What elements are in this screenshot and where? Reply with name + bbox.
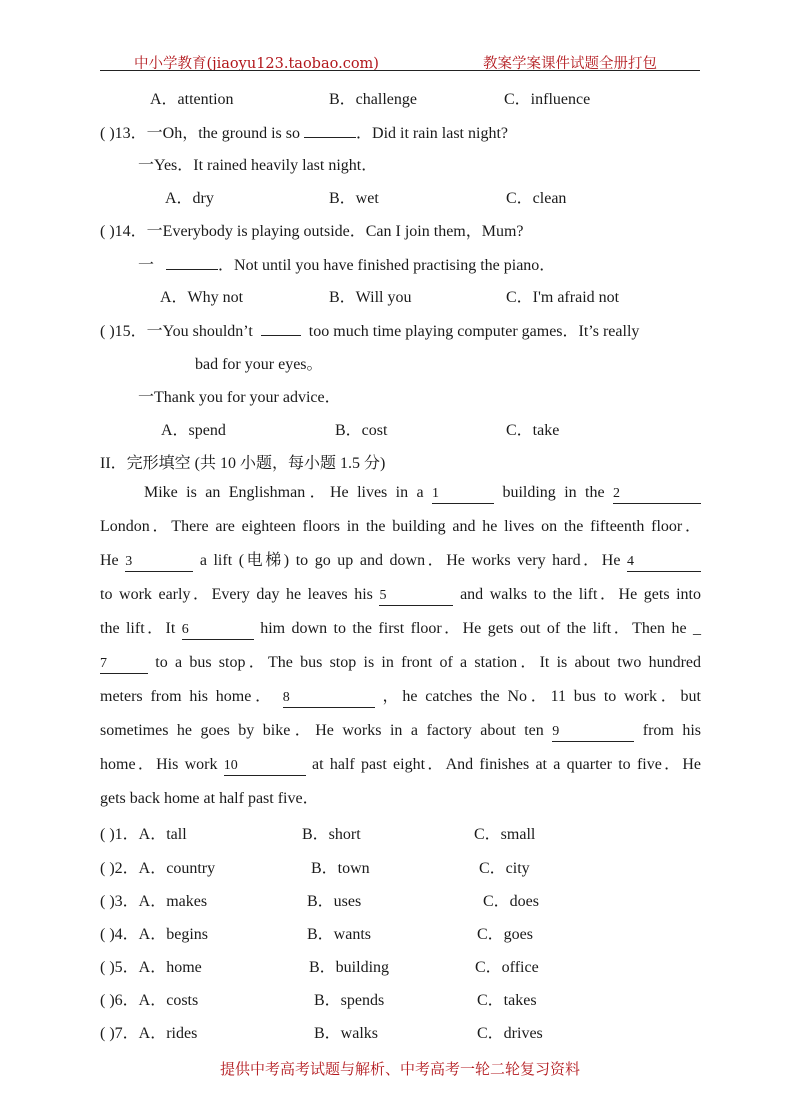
passage-line-10: gets back home at half past five． <box>100 790 319 807</box>
q12-option-c: C．influence <box>504 91 591 108</box>
choice-3-option-c: C．does <box>483 893 540 910</box>
passage-blank-1[interactable]: 1 <box>432 485 494 504</box>
q14-line2-pre: 一 <box>138 257 155 274</box>
q15-option-c: C．take <box>506 422 560 439</box>
choice-1-option-b: B．short <box>302 826 361 843</box>
passage-blank-4[interactable]: 4 <box>627 553 701 572</box>
q14-option-c: C．I'm afraid not <box>506 289 620 306</box>
passage-blank-10[interactable]: 10 <box>224 757 306 776</box>
q14-line2-post: ．Not until you have finished practising the piano． <box>218 257 556 274</box>
footer-text: 提供中考高考试题与解析、中考高考一轮二轮复习资料 <box>219 1060 580 1078</box>
q15-option-b: B．cost <box>335 422 388 439</box>
q15-blank[interactable] <box>261 317 301 336</box>
choice-row-3: ( )3．A．makes <box>100 893 208 910</box>
q13-line1-post: ．Did it rain last night? <box>356 125 508 142</box>
q15-stem <box>100 317 639 341</box>
choice-row-2: ( )2．A．country <box>100 860 216 877</box>
passage-blank-3[interactable]: 3 <box>125 553 193 572</box>
q15-number: ( )15． <box>100 323 147 340</box>
choice-1-option-c: C．small <box>474 826 536 843</box>
q13-number: ( )13． <box>100 125 147 142</box>
passage-blank-2[interactable]: 2 <box>613 485 701 504</box>
q13-option-b: B．wet <box>329 190 379 207</box>
passage-line-2: London．There are eighteen floors in the building and he lives on the fifteenth floor． <box>100 518 701 535</box>
q15-reply: 一Thank you for your advice． <box>138 389 341 406</box>
section-title: II．完形填空 (共 10 小题，每小题 1.5 分) <box>100 455 386 472</box>
q13-reply: 一Yes．It rained heavily last night． <box>138 157 378 174</box>
passage-blank-7[interactable]: 7 <box>100 655 148 674</box>
passage-line-3: He 3 a lift (电梯) to go up and down．He works very hard．He 4 <box>100 544 701 578</box>
q13-stem <box>100 119 508 143</box>
q13-blank[interactable] <box>304 119 356 138</box>
q14-number: ( )14． <box>100 223 147 240</box>
choice-2-option-c: C．city <box>479 860 530 877</box>
q14-blank[interactable] <box>166 251 218 270</box>
cloze-passage <box>100 476 701 816</box>
q12-option-a: A．attention <box>150 91 234 108</box>
q15-stem-continued: bad for your eyes。 <box>195 356 323 373</box>
passage-line-5: the lift．It 6 him down to the first floor．He gets out of the lift．Then he _ <box>100 612 701 646</box>
q15-line1-pre: 一You shouldn’t <box>146 323 253 340</box>
passage-line-7: meters from his home． 8 ，he catches the No．11 bus to work．but <box>100 680 701 714</box>
passage-line-9: home．His work 10 at half past eight．And finishes at a quarter to five．He <box>100 748 701 782</box>
q13-line1-pre: 一Oh，the ground is so <box>146 125 301 142</box>
passage-line-8: sometimes he goes by bike．He works in a factory about ten 9 from his <box>100 714 701 748</box>
choice-row-5: ( )5．A．home <box>100 959 202 976</box>
choice-row-7: ( )7．A．rides <box>100 1025 198 1042</box>
choice-6-option-b: B．spends <box>314 992 385 1009</box>
choice-5-option-b: B．building <box>309 959 390 976</box>
passage-blank-5[interactable]: 5 <box>379 587 453 606</box>
q14-option-b: B．Will you <box>329 289 412 306</box>
q15-option-a: A．spend <box>161 422 226 439</box>
choice-2-option-b: B．town <box>311 860 370 877</box>
q14-reply <box>138 251 555 275</box>
passage-blank-6[interactable]: 6 <box>182 621 254 640</box>
choice-7-option-b: B．walks <box>314 1025 379 1042</box>
passage-line-6: 7 to a bus stop．The bus stop is in front of a station．It is about two hundred <box>100 646 701 680</box>
choice-4-option-b: B．wants <box>307 926 372 943</box>
choice-row-4: ( )4．A．begins <box>100 926 209 943</box>
passage-blank-9[interactable]: 9 <box>552 723 634 742</box>
choice-6-option-c: C．takes <box>477 992 537 1009</box>
choice-row-6: ( )6．A．costs <box>100 992 199 1009</box>
q14-line1: 一Everybody is playing outside．Can I join them，Mum? <box>146 223 524 240</box>
passage-blank-8[interactable]: 8 <box>283 689 375 708</box>
choice-7-option-c: C．drives <box>477 1025 543 1042</box>
q15-line1-post: too much time playing computer games．It’s really <box>308 323 640 340</box>
choice-3-option-b: B．uses <box>307 893 362 910</box>
q14-option-a: A．Why not <box>160 289 244 306</box>
choice-4-option-c: C．goes <box>477 926 534 943</box>
choice-5-option-c: C．office <box>475 959 539 976</box>
passage-line-4: to work early．Every day he leaves his 5 and walks to the lift．He gets into <box>100 578 701 612</box>
q14-stem <box>100 218 524 241</box>
q13-option-a: A．dry <box>165 190 214 207</box>
header-right-text: 教案学案课件试题全册打包 <box>483 56 657 72</box>
q12-option-b: B．challenge <box>329 91 417 108</box>
q13-option-c: C．clean <box>506 190 567 207</box>
passage-line-1: Mike is an Englishman．He lives in a 1 building in the 2 <box>100 476 701 510</box>
header-left-text: 中小学教育(jiaoyu123.taobao.com) <box>134 56 379 72</box>
choice-row-1: ( )1．A．tall <box>100 826 187 843</box>
header-rule <box>100 70 700 71</box>
